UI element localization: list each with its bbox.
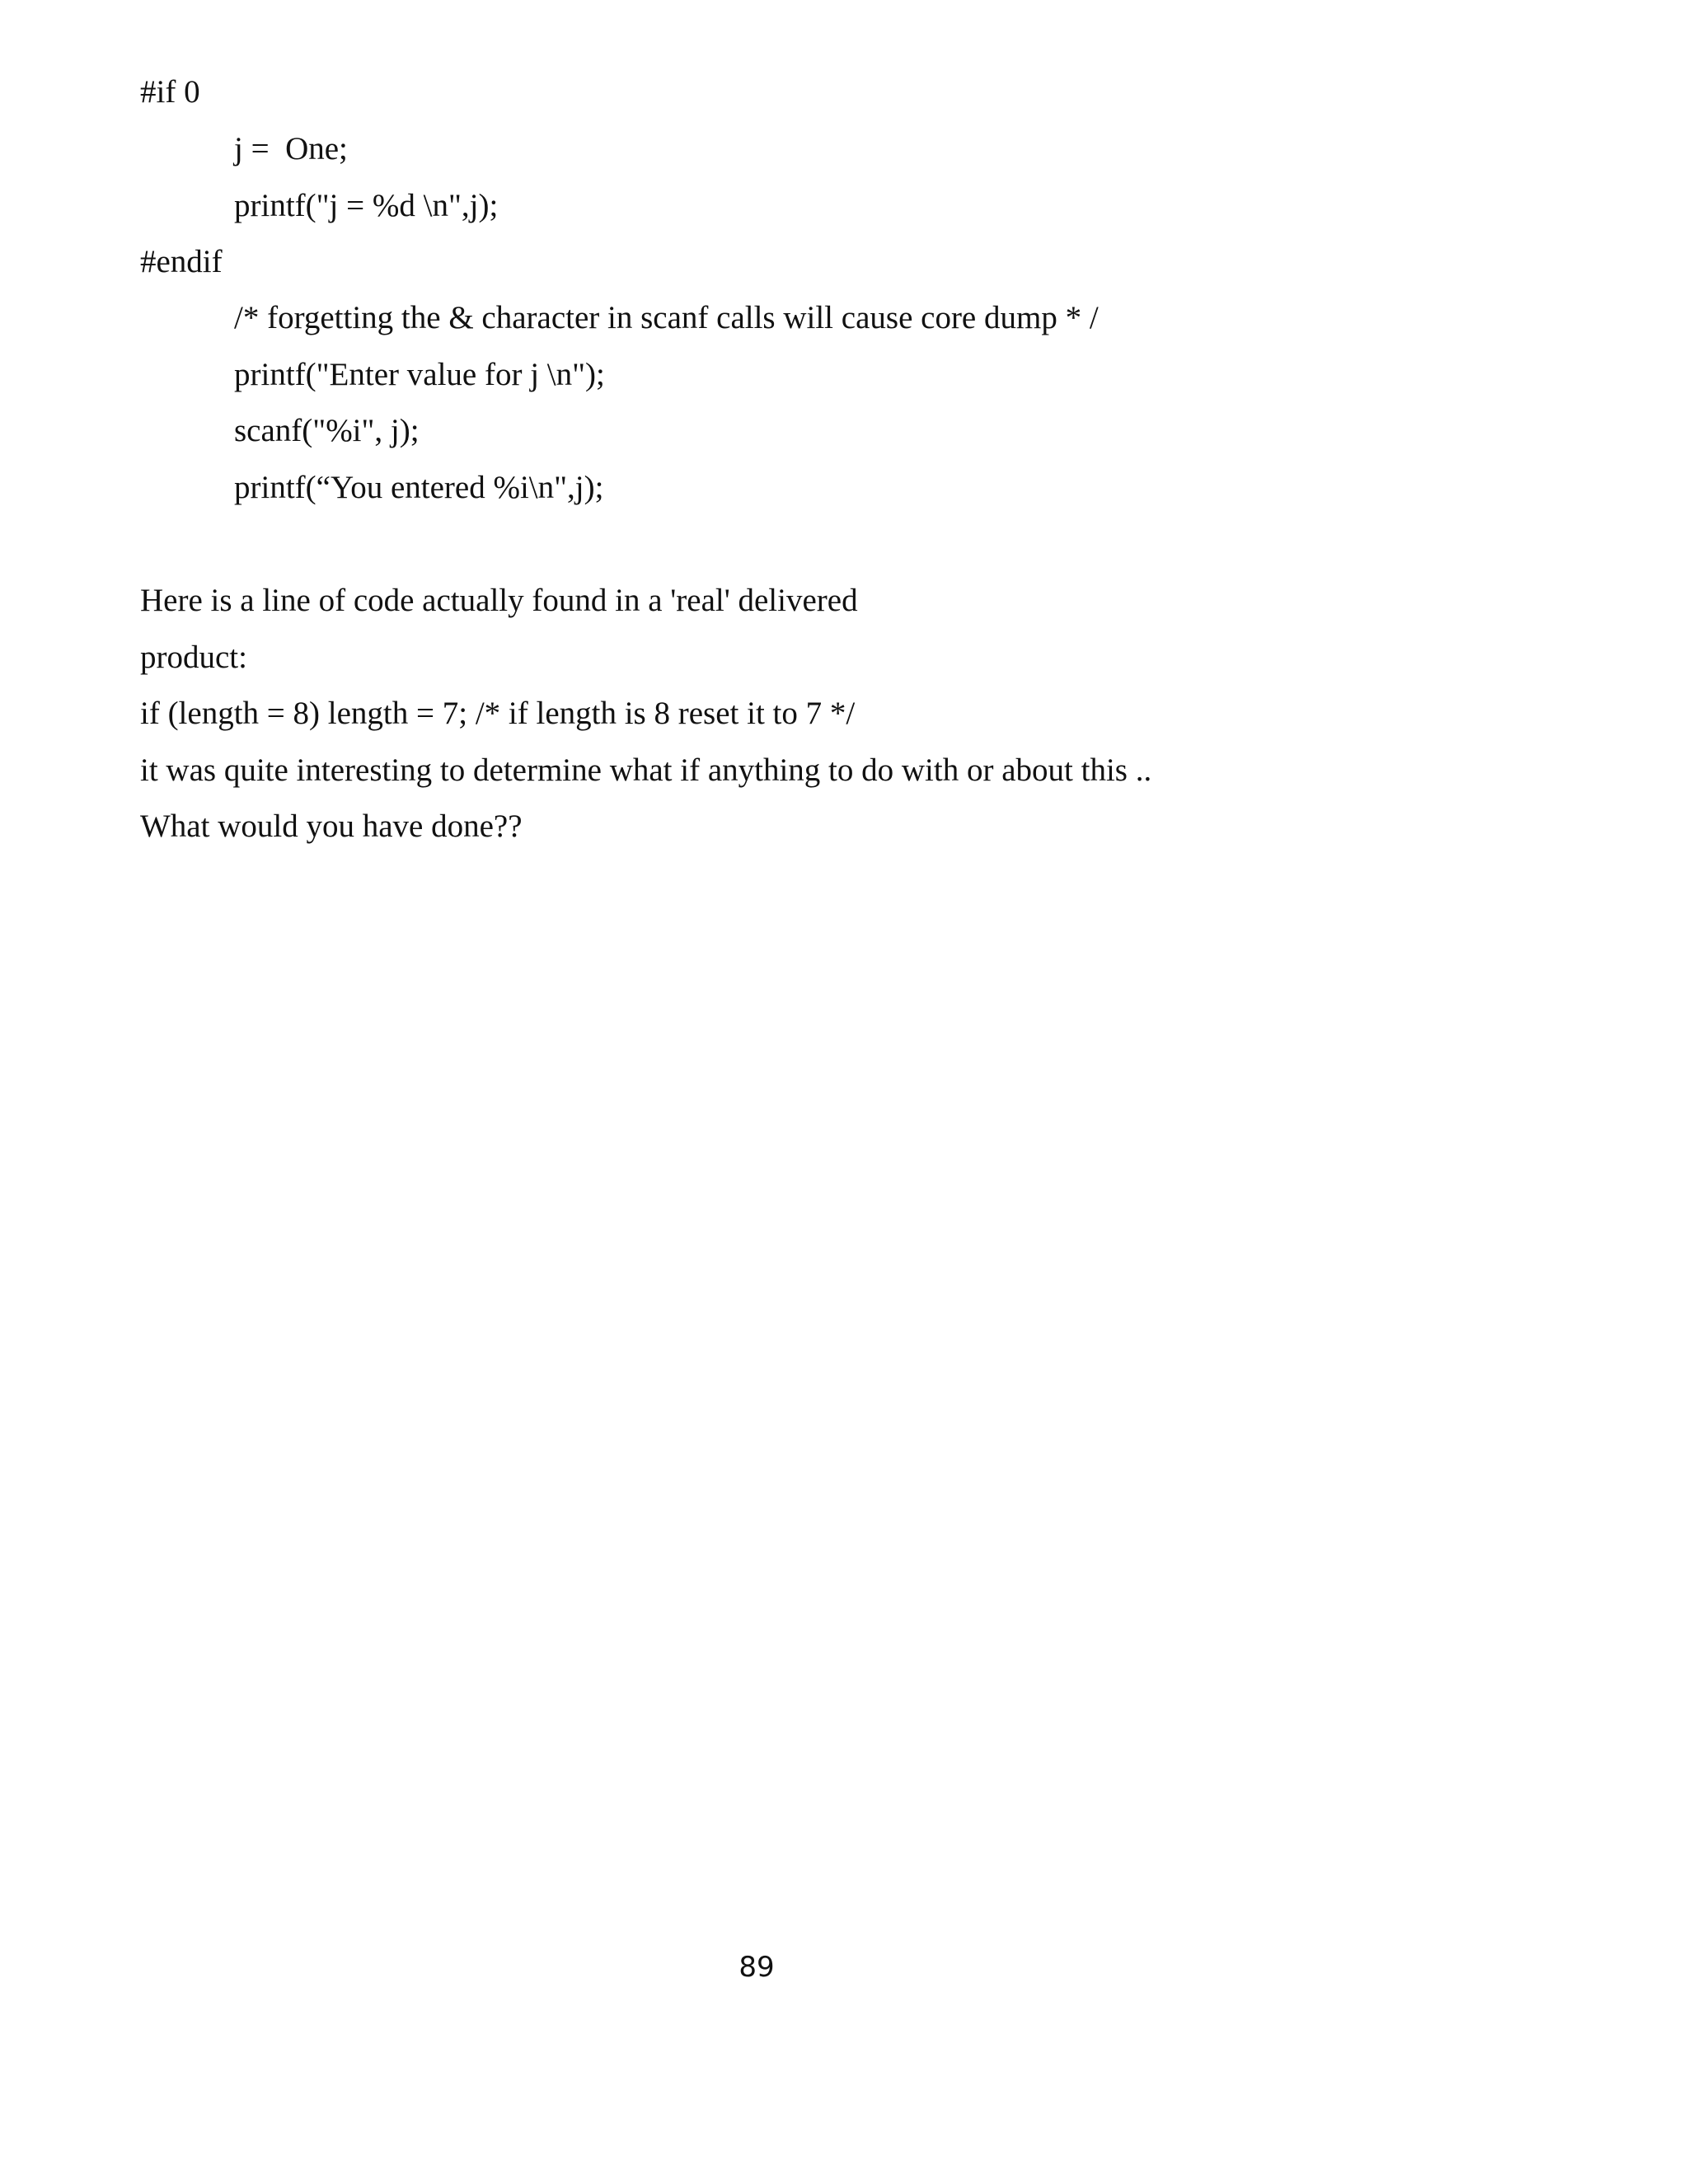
code-line-printf-entered: printf(“You entered %i\n",j); xyxy=(234,470,604,505)
prose-line-intro: Here is a line of code actually found in a 'real' delivered xyxy=(140,583,858,618)
prose-line-interesting: it was quite interesting to determine what if anything to do with or about this .. xyxy=(140,752,1152,788)
prose-line-code-example: if (length = 8) length = 7; /* if length is 8 reset it to 7 */ xyxy=(140,696,856,731)
prose-line-product: product: xyxy=(140,640,247,675)
code-line-if0: #if 0 xyxy=(140,74,200,110)
code-line-scanf: scanf("%i", j); xyxy=(234,413,420,448)
code-comment-scanf: /* forgetting the & character in scanf calls will cause core dump * / xyxy=(234,300,1099,335)
code-line-assign: j = One; xyxy=(234,131,348,166)
code-line-printf-enter: printf("Enter value for j \n"); xyxy=(234,357,605,392)
prose-line-question: What would you have done?? xyxy=(140,808,523,844)
page-number: 89 xyxy=(738,1951,775,1984)
code-line-endif: #endif xyxy=(140,244,223,279)
code-line-printf-j: printf("j = %d \n",j); xyxy=(234,188,499,223)
